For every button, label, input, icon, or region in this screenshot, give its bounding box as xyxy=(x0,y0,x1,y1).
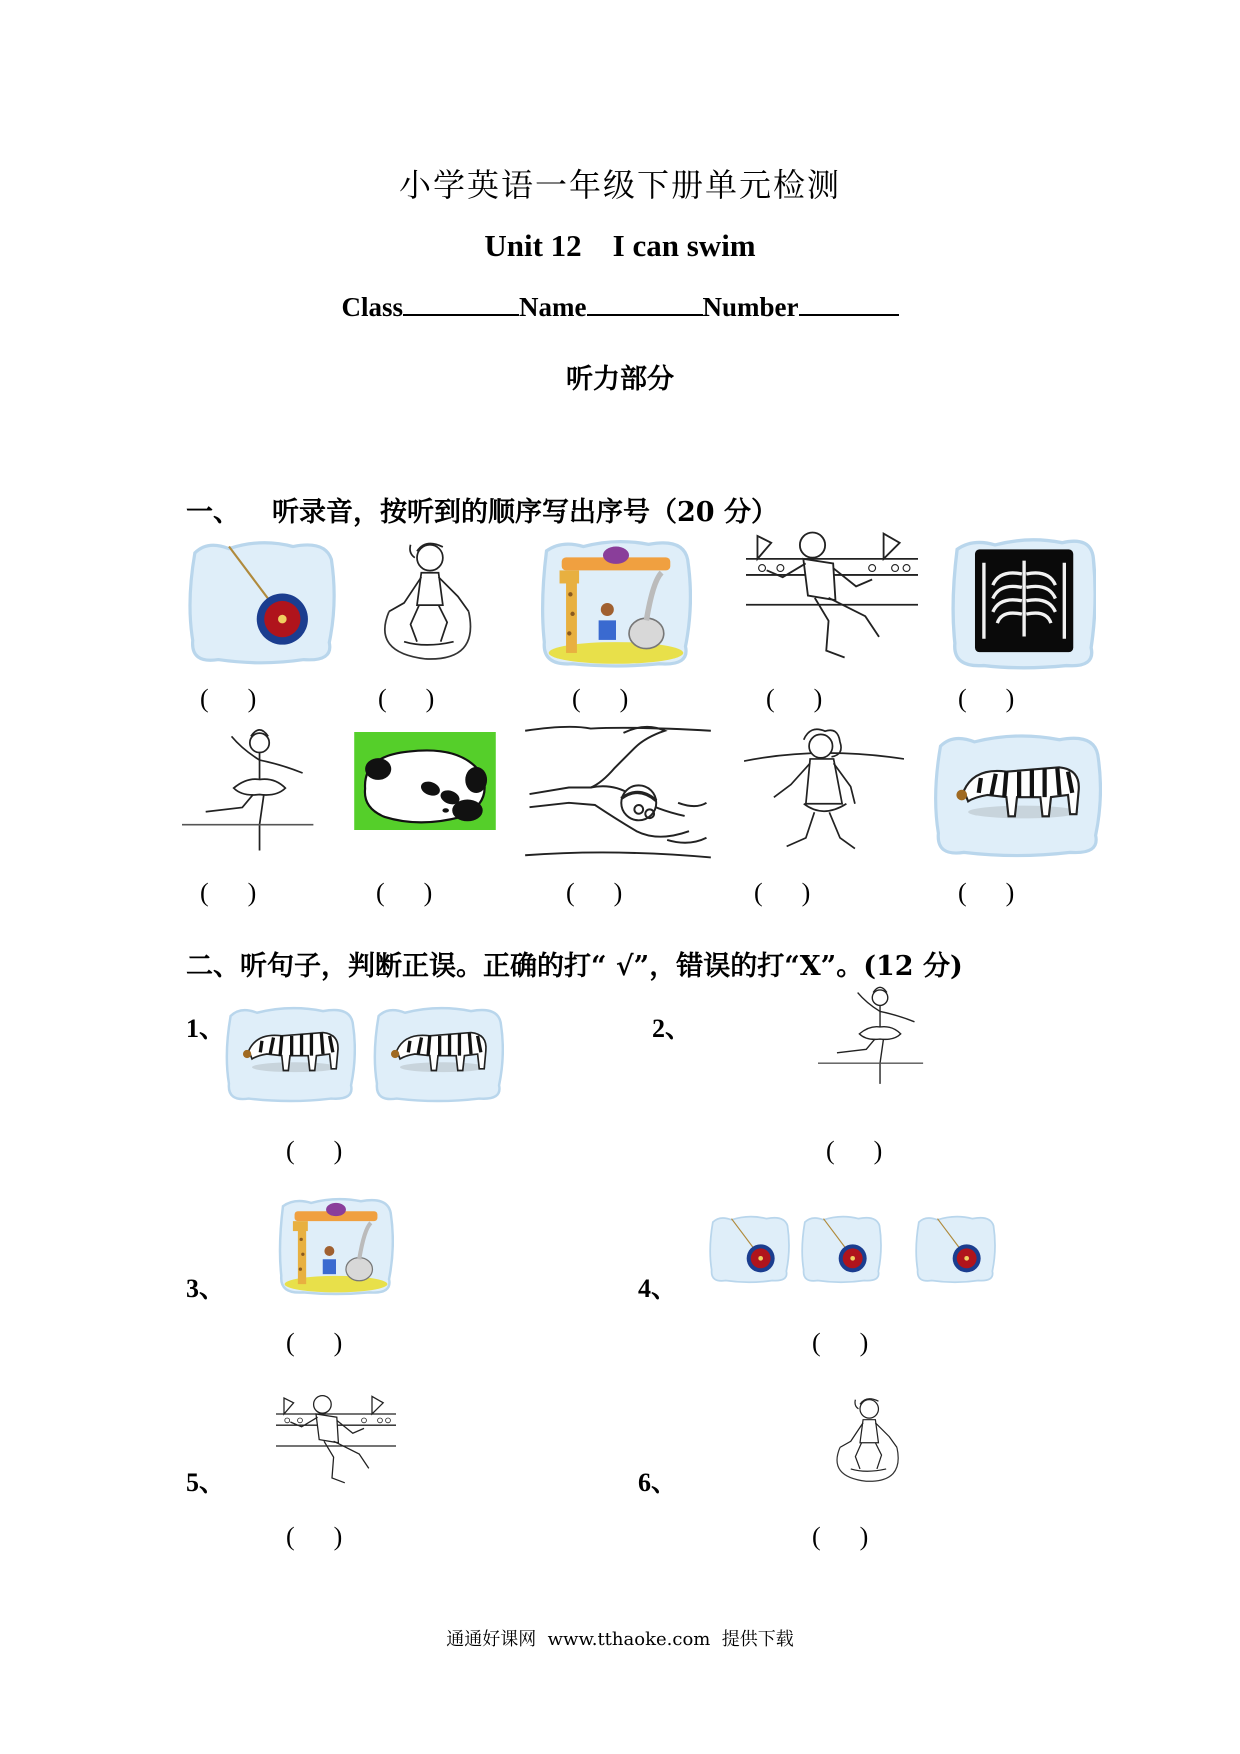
section1-number: 一、 xyxy=(186,497,240,528)
question-5-number: 5、 xyxy=(186,1468,226,1497)
question-6-number: 6、 xyxy=(638,1468,678,1497)
student-info-line xyxy=(0,292,1240,323)
answer-slot-q5[interactable]: ( ) xyxy=(286,1522,343,1551)
boy-running-icon xyxy=(276,1390,396,1494)
girl-skipping-rope-icon xyxy=(356,534,506,674)
name-field[interactable] xyxy=(587,292,703,316)
yoyo-icon xyxy=(914,1214,996,1284)
answer-slot-1-2[interactable]: ( ) xyxy=(378,684,435,713)
section1-instruction: 听录音，按听到的顺序写出序号（20 分） xyxy=(272,497,778,528)
page-title-chinese: 小学英语一年级下册单元检测 xyxy=(398,166,841,204)
question-1-number: 1、 xyxy=(186,1014,226,1043)
answer-slot-q4[interactable]: ( ) xyxy=(812,1328,869,1357)
name-label: Name xyxy=(519,292,587,322)
zebra-icon xyxy=(372,1004,504,1104)
answer-slot-1-5[interactable]: ( ) xyxy=(958,684,1015,713)
panda-icon xyxy=(354,732,496,830)
answer-slot-q3[interactable]: ( ) xyxy=(286,1328,343,1357)
yoyo-icon xyxy=(186,538,336,666)
answer-slot-1-1[interactable]: ( ) xyxy=(200,684,257,713)
class-label: Class xyxy=(341,292,404,322)
zebra-icon xyxy=(932,730,1102,860)
answer-slot-2-1[interactable]: ( ) xyxy=(200,878,257,907)
answer-slot-q2[interactable]: ( ) xyxy=(826,1136,883,1165)
number-field[interactable] xyxy=(799,292,899,316)
girl-skipping-rope-icon xyxy=(820,1390,920,1494)
answer-slot-q6[interactable]: ( ) xyxy=(812,1522,869,1551)
answer-slot-2-5[interactable]: ( ) xyxy=(958,878,1015,907)
question-3-number: 3、 xyxy=(186,1274,226,1303)
footer-source: 通通好课网 www.tthaoke.com 提供下载 xyxy=(446,1629,794,1650)
question-2-number: 2、 xyxy=(652,1014,692,1043)
number-label: Number xyxy=(702,292,799,322)
answer-slot-2-2[interactable]: ( ) xyxy=(376,878,433,907)
ballet-dancer-icon xyxy=(818,976,930,1090)
answer-slot-2-3[interactable]: ( ) xyxy=(566,878,623,907)
answer-slot-2-4[interactable]: ( ) xyxy=(754,878,811,907)
swimmer-icon xyxy=(522,722,714,864)
answer-slot-1-4[interactable]: ( ) xyxy=(766,684,823,713)
zebra-icon xyxy=(224,1004,356,1104)
x-ray-icon xyxy=(950,536,1096,670)
girl-walking-icon xyxy=(744,722,904,862)
unit-title: Unit 12 I can swim xyxy=(484,228,756,263)
yoyo-icon xyxy=(708,1214,790,1284)
answer-slot-q1[interactable]: ( ) xyxy=(286,1136,343,1165)
zoo-animals-icon xyxy=(278,1196,394,1296)
section2-instruction: 二、听句子，判断正误。正确的打“ √”，错误的打“X”。(12 分) xyxy=(186,951,963,982)
class-field[interactable] xyxy=(403,292,519,316)
listening-part-heading: 听力部分 xyxy=(566,364,674,395)
zoo-animals-icon xyxy=(540,536,692,670)
ballet-dancer-icon xyxy=(182,716,322,858)
boy-running-icon xyxy=(746,524,918,674)
yoyo-icon xyxy=(800,1214,882,1284)
question-4-number: 4、 xyxy=(638,1274,678,1303)
answer-slot-1-3[interactable]: ( ) xyxy=(572,684,629,713)
